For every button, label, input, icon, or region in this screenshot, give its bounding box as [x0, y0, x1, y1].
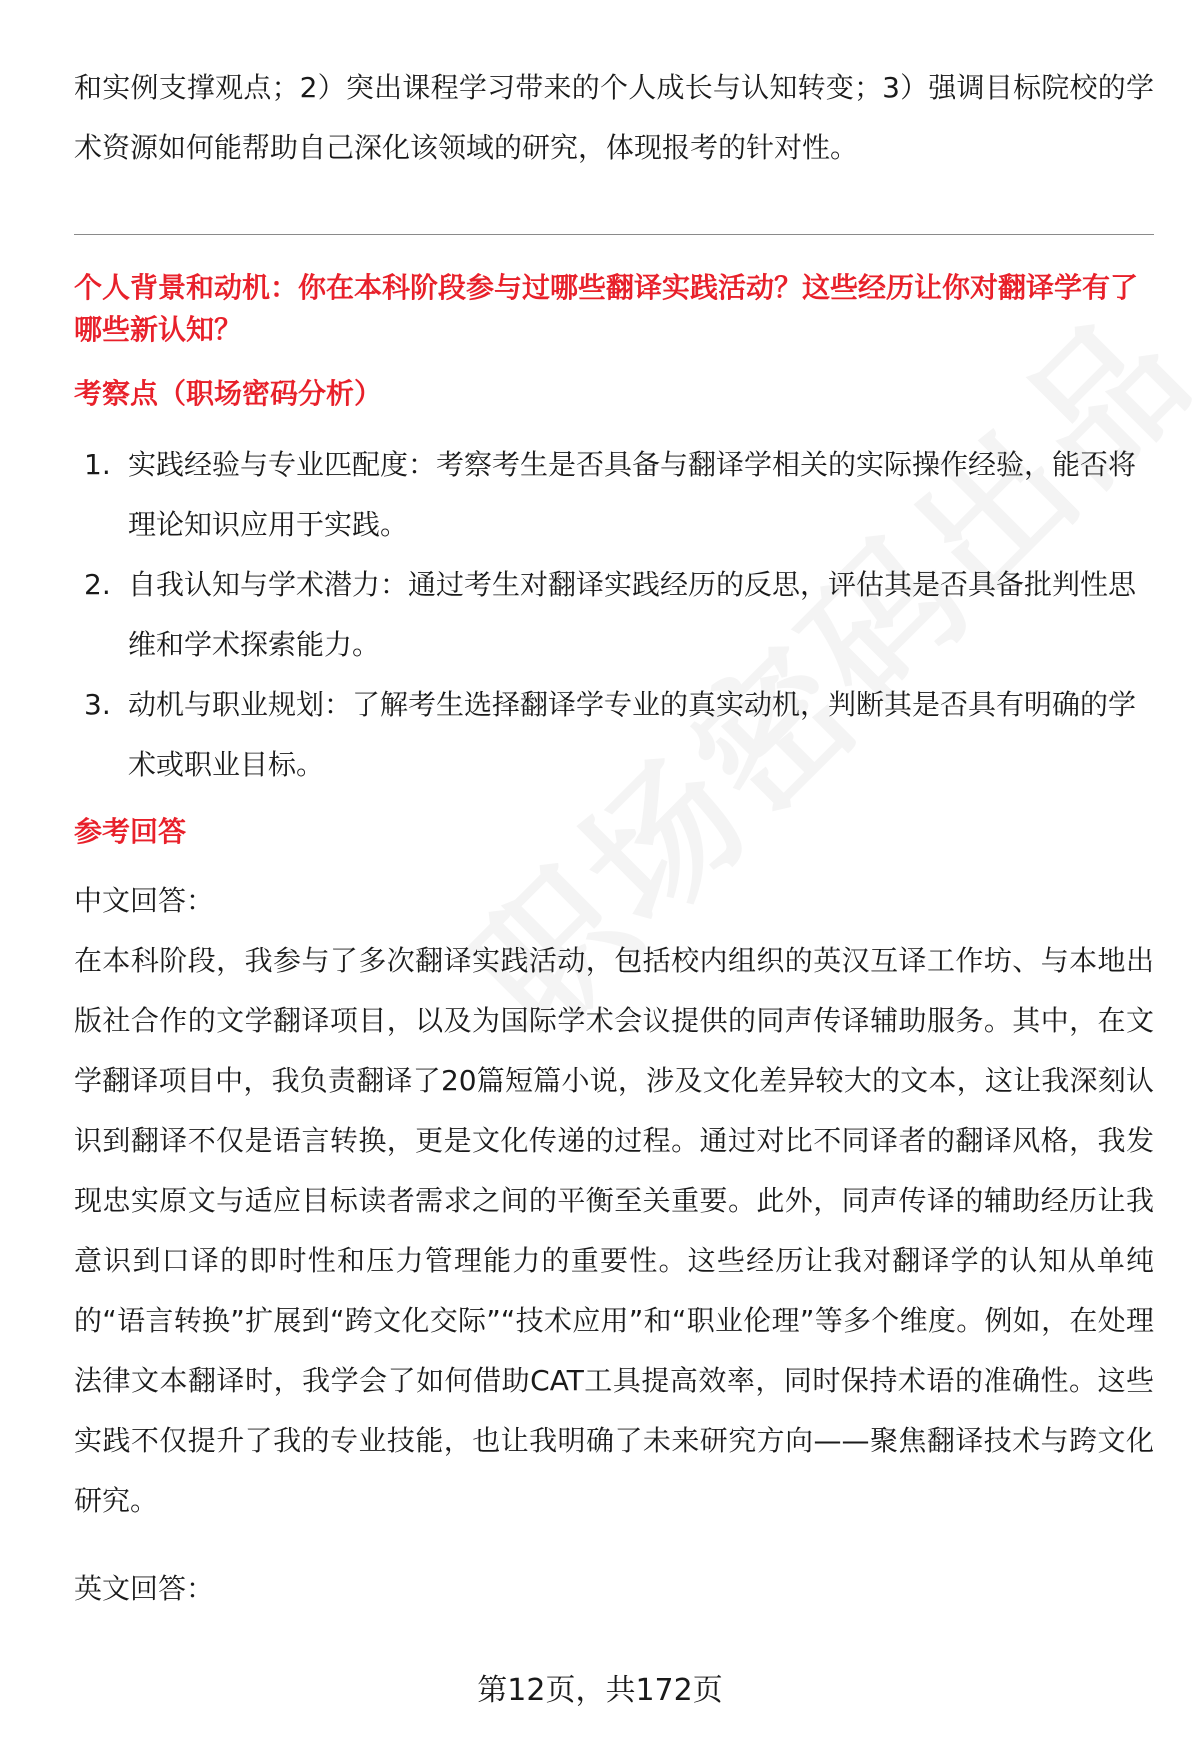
section-divider — [74, 234, 1154, 235]
assessment-point — [74, 435, 1154, 555]
point-text: 动机与职业规划：了解考生选择翻译学专业的真实动机，判断其是否具有明确的学术或职业目标。 — [128, 688, 1137, 781]
assessment-point — [74, 555, 1154, 675]
chinese-answer-label: 中文回答： — [74, 884, 215, 917]
point-number: 1. — [84, 448, 111, 481]
question-heading: 个人背景和动机：你在本科阶段参与过哪些翻译实践活动？这些经历让你对翻译学有了哪些新认知？ — [74, 271, 1139, 346]
point-text: 自我认知与学术潜力：通过考生对翻译实践经历的反思，评估其是否具备批判性思维和学术探索能力。 — [128, 568, 1137, 661]
english-answer-label: 英文回答： — [74, 1572, 215, 1605]
chinese-answer-text: 在本科阶段，我参与了多次翻译实践活动，包括校内组织的英汉互译工作坊、与本地出版社合作的文学翻译项目，以及为国际学术会议提供的同声传译辅助服务。其中，在文学翻译项目中，我负责翻译了20篇短篇小说，涉及文化差异较大的文本，这让我深刻认识到翻译不仅是语言转换，更是文化传递的过程。通过对比不同译者的翻译风格，我发现忠实原文与适应目标读者需求之间的平衡至关重要。此外，同声传译的辅助经历让我意识到口译的即时性和压力管理能力的重要性。这些经历让我对翻译学的认知从单纯的“语言转换”扩展到“跨文化交际”“技术应用”和“职业伦理”等多个维度。例如，在处理法律文本翻译时，我学会了如何借助CAT工具提高效率，同时保持术语的准确性。这些实践不仅提升了我的专业技能，也让我明确了未来研究方向——聚焦翻译技术与跨文化研究。 — [74, 944, 1154, 1517]
point-number: 2. — [84, 568, 111, 601]
document-page — [74, 58, 1154, 1619]
point-number: 3. — [84, 688, 111, 721]
assessment-list — [74, 435, 1154, 795]
point-text: 实践经验与专业匹配度：考察考生是否具备与翻译学相关的实际操作经验，能否将理论知识应用于实践。 — [128, 448, 1137, 541]
intro-paragraph: 和实例支撑观点；2）突出课程学习带来的个人成长与认知转变；3）强调目标院校的学术资源如何能帮助自己深化该领域的研究，体现报考的针对性。 — [74, 71, 1154, 164]
assessment-point — [74, 675, 1154, 795]
page-number: 第12页，共172页 — [477, 1673, 723, 1708]
assessment-heading: 考察点（职场密码分析） — [74, 377, 383, 410]
reference-heading: 参考回答 — [74, 815, 187, 848]
